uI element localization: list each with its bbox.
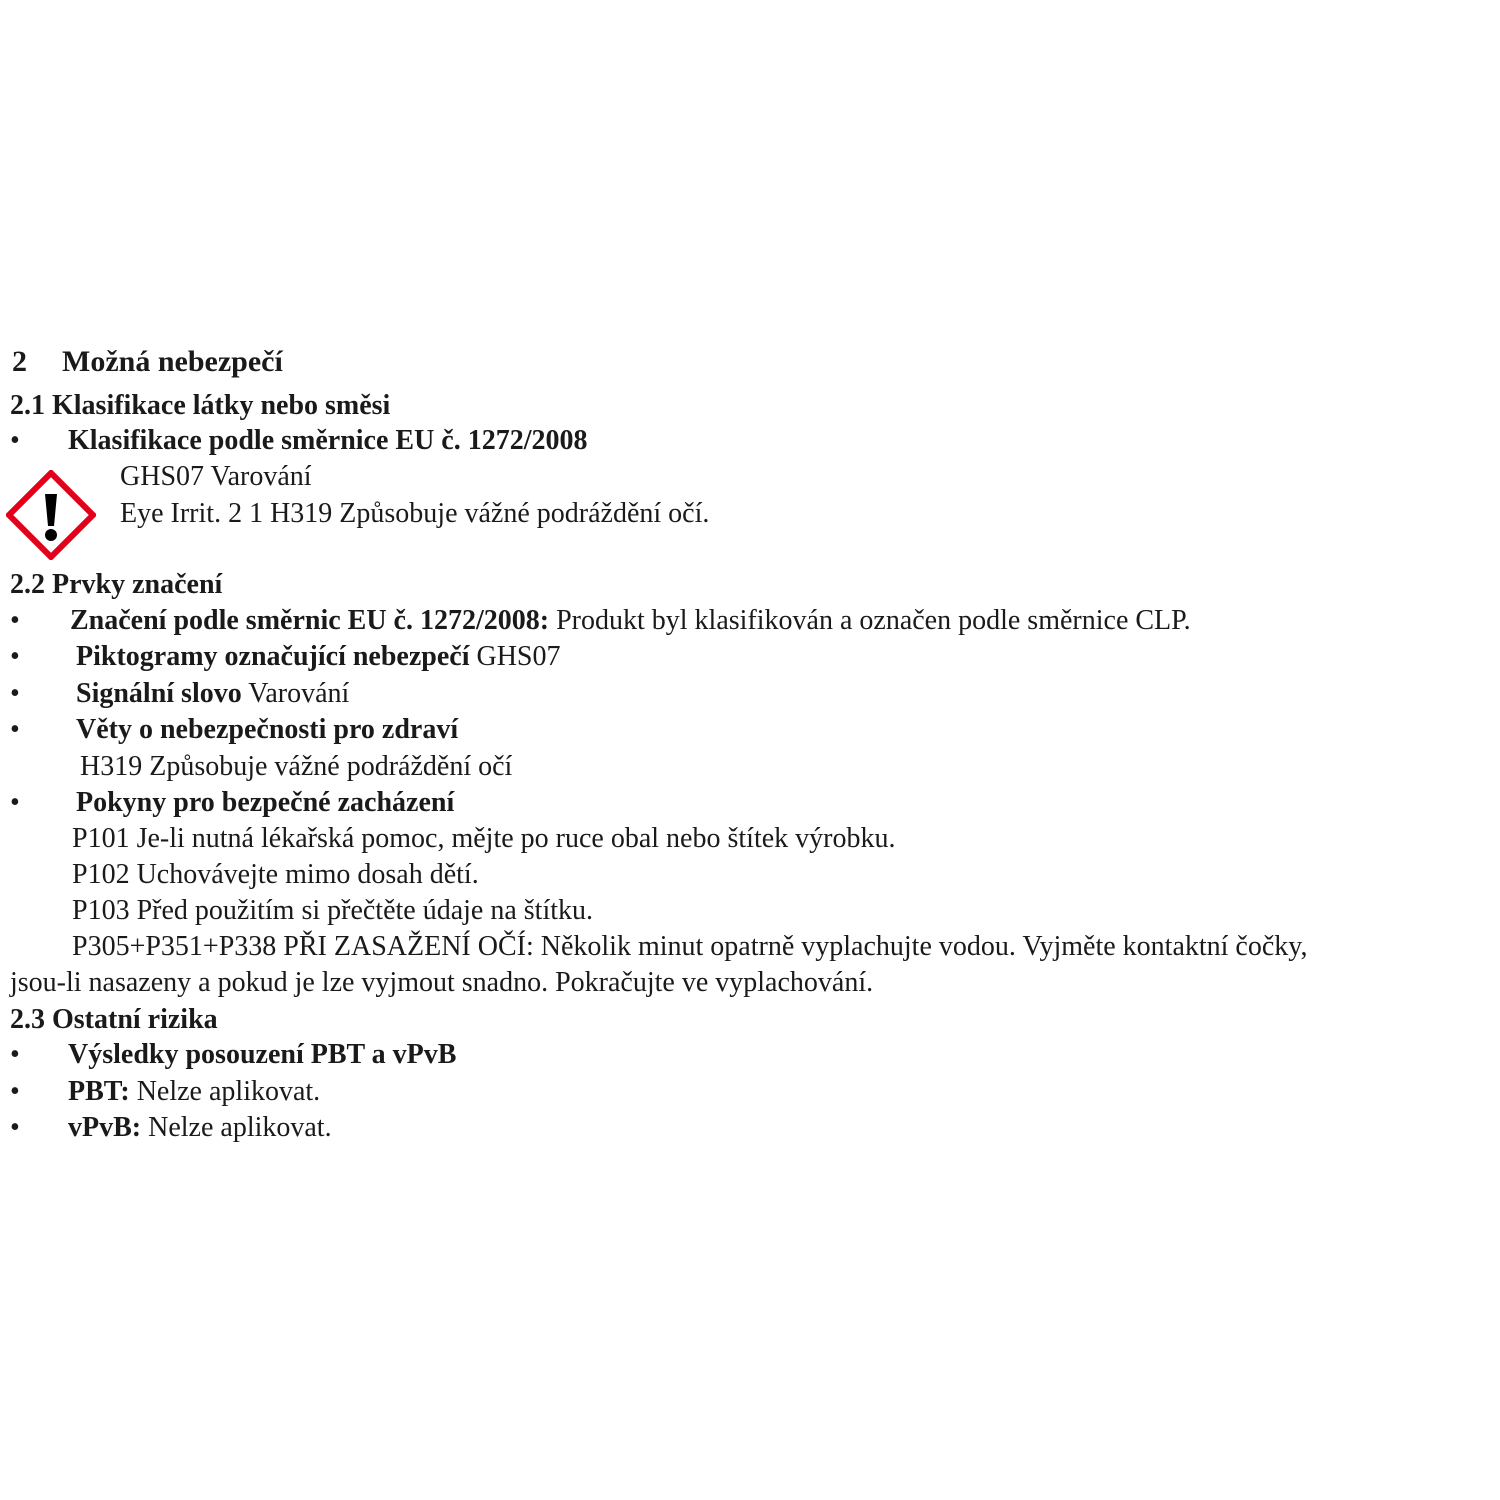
item-label: Signální slovo: [76, 678, 242, 709]
bullet-icon: •: [10, 1076, 20, 1107]
hazard-class-line: Eye Irrit. 2 1 H319 Způsobuje vážné podráždění očí.: [120, 498, 710, 529]
list-item: [76, 786, 454, 820]
list-item: [76, 640, 561, 674]
list-item: [76, 677, 349, 711]
precaution-p305: P305+P351+P338 PŘI ZASAŽENÍ OČÍ: Několik minut opatrně vyplachujte vodou. Vyjměte kontaktní čočky,: [72, 931, 1308, 962]
bullet-icon: •: [10, 1039, 20, 1070]
bullet-icon: •: [10, 678, 20, 709]
item-text: Varování: [241, 678, 350, 709]
section-number: 2: [12, 345, 27, 378]
hazard-statement: H319 Způsobuje vážné podráždění očí: [80, 751, 513, 782]
subsection-2-3-heading: 2.3 Ostatní rizika: [10, 1004, 218, 1035]
list-item: [68, 1038, 456, 1072]
item-text: Nelze aplikovat.: [141, 1112, 332, 1143]
classification-label: Klasifikace podle směrnice EU č. 1272/2008: [68, 425, 588, 456]
list-item: [68, 1111, 332, 1145]
bullet-icon: •: [10, 425, 20, 456]
item-label: Značení podle směrnic EU č. 1272/2008:: [70, 605, 550, 636]
precaution-p102: P102 Uchovávejte mimo dosah dětí.: [72, 859, 479, 890]
subsection-2-1-heading: 2.1 Klasifikace látky nebo směsi: [10, 390, 391, 421]
list-item: [68, 1075, 320, 1109]
list-item: [76, 713, 458, 747]
list-item: [70, 604, 1191, 638]
bullet-icon: •: [10, 641, 20, 672]
section-title: Možná nebezpečí: [62, 345, 283, 378]
bullet-icon: •: [10, 1112, 20, 1143]
precaution-p103: P103 Před použitím si přečtěte údaje na štítku.: [72, 895, 594, 926]
item-text: Produkt byl klasifikován a označen podle směrnice CLP.: [549, 605, 1191, 636]
item-label: Výsledky posouzení PBT a vPvB: [68, 1039, 457, 1070]
item-text: GHS07: [469, 641, 561, 672]
item-label: vPvB:: [68, 1112, 142, 1143]
item-label: PBT:: [68, 1076, 130, 1107]
bullet-icon: •: [10, 605, 20, 636]
precaution-p305-cont: jsou-li nasazeny a pokud je lze vyjmout snadno. Pokračujte ve vyplachování.: [10, 967, 874, 998]
subsection-2-2-heading: 2.2 Prvky značení: [10, 569, 223, 600]
item-label: Věty o nebezpečnosti pro zdraví: [76, 714, 459, 745]
bullet-icon: •: [10, 787, 20, 818]
item-label: Piktogramy označující nebezpečí: [76, 641, 470, 672]
item-text: Nelze aplikovat.: [129, 1076, 321, 1107]
item-label: Pokyny pro bezpečné zacházení: [76, 787, 455, 818]
bullet-icon: •: [10, 714, 20, 745]
ghs-code-line: GHS07 Varování: [120, 461, 312, 492]
ghs07-exclamation-icon: [6, 470, 96, 560]
precaution-p101: P101 Je-li nutná lékařská pomoc, mějte po ruce obal nebo štítek výrobku.: [72, 823, 896, 854]
